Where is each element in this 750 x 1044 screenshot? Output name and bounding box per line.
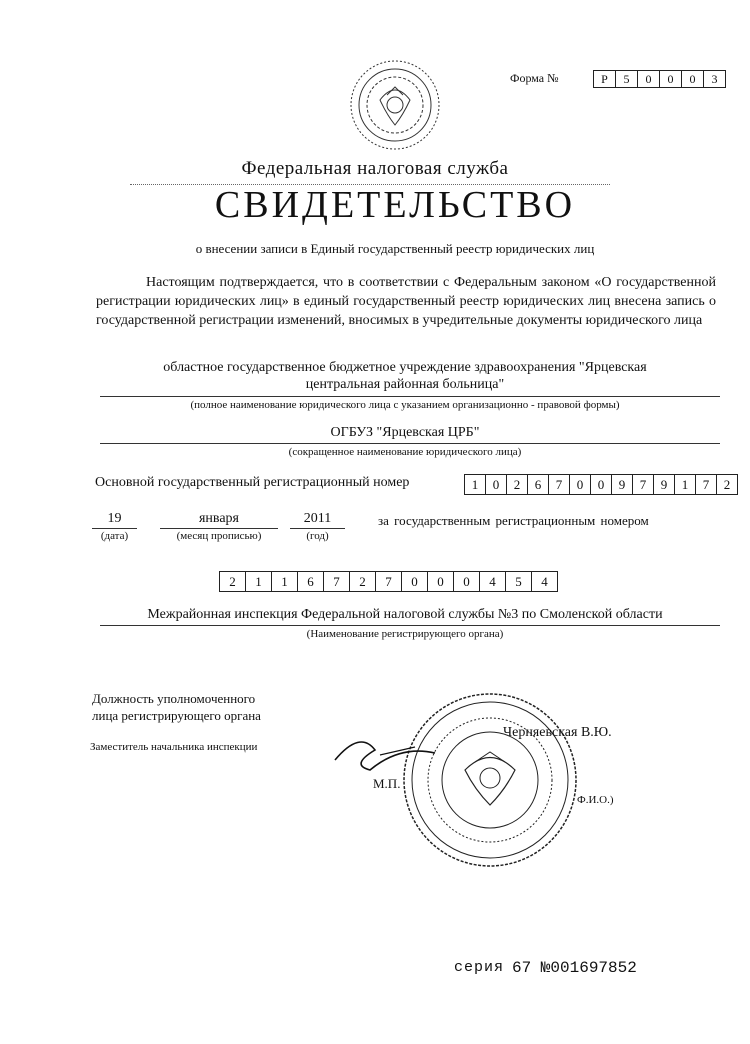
full-name-line1: областное государственное бюджетное учреждение здравоохранения "Ярцевская xyxy=(163,360,647,375)
body-paragraph: Настоящим подтверждается, что в соответствии с Федеральным законом «О государственной регистрации юридических лиц» в единый государственный реестр юридических лиц внесена запись о государственной регистрации изменений, вносимых в учредительные документы юридического лица xyxy=(96,275,716,328)
form-code-boxes xyxy=(593,70,726,88)
grn-boxes xyxy=(219,571,558,592)
ogrn-digit-9: 9 xyxy=(654,475,675,494)
ogrn-digit-8: 7 xyxy=(633,475,654,494)
ogrn-digit-2: 2 xyxy=(507,475,528,494)
grn-digit-3: 6 xyxy=(298,572,324,591)
grn-digit-9: 0 xyxy=(454,572,480,591)
grn-digit-12: 4 xyxy=(541,574,548,589)
series-number: 67 №001697852 xyxy=(512,959,637,977)
document-subtitle: о внесении записи в Единый государственный реестр юридических лиц xyxy=(195,241,595,256)
form-label: Форма № xyxy=(510,71,559,85)
mp-label: М.П. xyxy=(373,776,401,791)
date-year-caption: (год) xyxy=(306,530,329,542)
form-code-digit-1: 5 xyxy=(616,71,638,87)
emblem xyxy=(345,55,445,155)
document-title: СВИДЕТЕЛЬСТВО xyxy=(214,184,576,226)
ogrn-digit-1: 0 xyxy=(486,475,507,494)
ogrn-digit-0: 1 xyxy=(465,475,486,494)
grn-digit-8: 0 xyxy=(428,572,454,591)
date-month-caption: (месяц прописью) xyxy=(176,530,262,542)
date-day: 19 xyxy=(107,511,122,526)
ogrn-boxes xyxy=(464,474,738,495)
date-month: января xyxy=(198,511,239,526)
ogrn-digit-4: 7 xyxy=(549,475,570,494)
form-code-digit-3: 0 xyxy=(660,71,682,87)
signatory-label-2: лица регистрирующего органа xyxy=(92,708,261,723)
authority-name: Межрайонная инспекция Федеральной налоговой службы №3 по Смоленской области xyxy=(147,607,663,622)
full-name-line2: центральная районная больница" xyxy=(305,377,505,392)
form-code-digit-5: 3 xyxy=(711,72,718,86)
ogrn-digit-3: 6 xyxy=(528,475,549,494)
form-code-digit-4: 0 xyxy=(682,71,704,87)
grn-digit-1: 1 xyxy=(246,572,272,591)
full-name-caption: (полное наименование юридического лица с указанием организационно - правовой формы) xyxy=(190,399,620,411)
form-code-digit-2: 0 xyxy=(638,71,660,87)
grn-digit-2: 1 xyxy=(272,572,298,591)
authority-caption: (Наименование регистрирующего органа) xyxy=(306,628,504,640)
ogrn-digit-6: 0 xyxy=(591,475,612,494)
grn-digit-10: 4 xyxy=(480,572,506,591)
grn-digit-0: 2 xyxy=(220,572,246,591)
short-name-caption: (сокращенное наименование юридического лица) xyxy=(288,446,522,458)
grn-digit-6: 7 xyxy=(376,572,402,591)
signatory-position: Заместитель начальника инспекции xyxy=(90,741,258,753)
signatory-label-1: Должность уполномоченного xyxy=(92,691,256,706)
grn-digit-7: 0 xyxy=(402,572,428,591)
ogrn-digit-10: 1 xyxy=(675,475,696,494)
form-code-digit-0: Р xyxy=(594,71,616,87)
short-name: ОГБУЗ "Ярцевская ЦРБ" xyxy=(330,425,480,440)
ogrn-digit-5: 0 xyxy=(570,475,591,494)
date-year: 2011 xyxy=(303,511,332,526)
service-name: Федеральная налоговая служба xyxy=(241,158,509,179)
grn-digit-4: 7 xyxy=(324,572,350,591)
date-tail: за государственным регистрационным номером xyxy=(378,513,649,528)
signatory-name: Черняевская В.Ю. xyxy=(503,725,612,740)
fio-caption: Ф.И.О.) xyxy=(577,794,614,806)
grn-digit-11: 5 xyxy=(506,572,532,591)
ogrn-digit-11: 7 xyxy=(696,475,717,494)
ogrn-digit-12: 2 xyxy=(723,477,731,492)
date-day-caption: (дата) xyxy=(100,530,129,542)
series-label: серия xyxy=(454,959,505,976)
ogrn-digit-7: 9 xyxy=(612,475,633,494)
ogrn-label: Основной государственный регистрационный номер xyxy=(95,475,410,490)
grn-digit-5: 2 xyxy=(350,572,376,591)
